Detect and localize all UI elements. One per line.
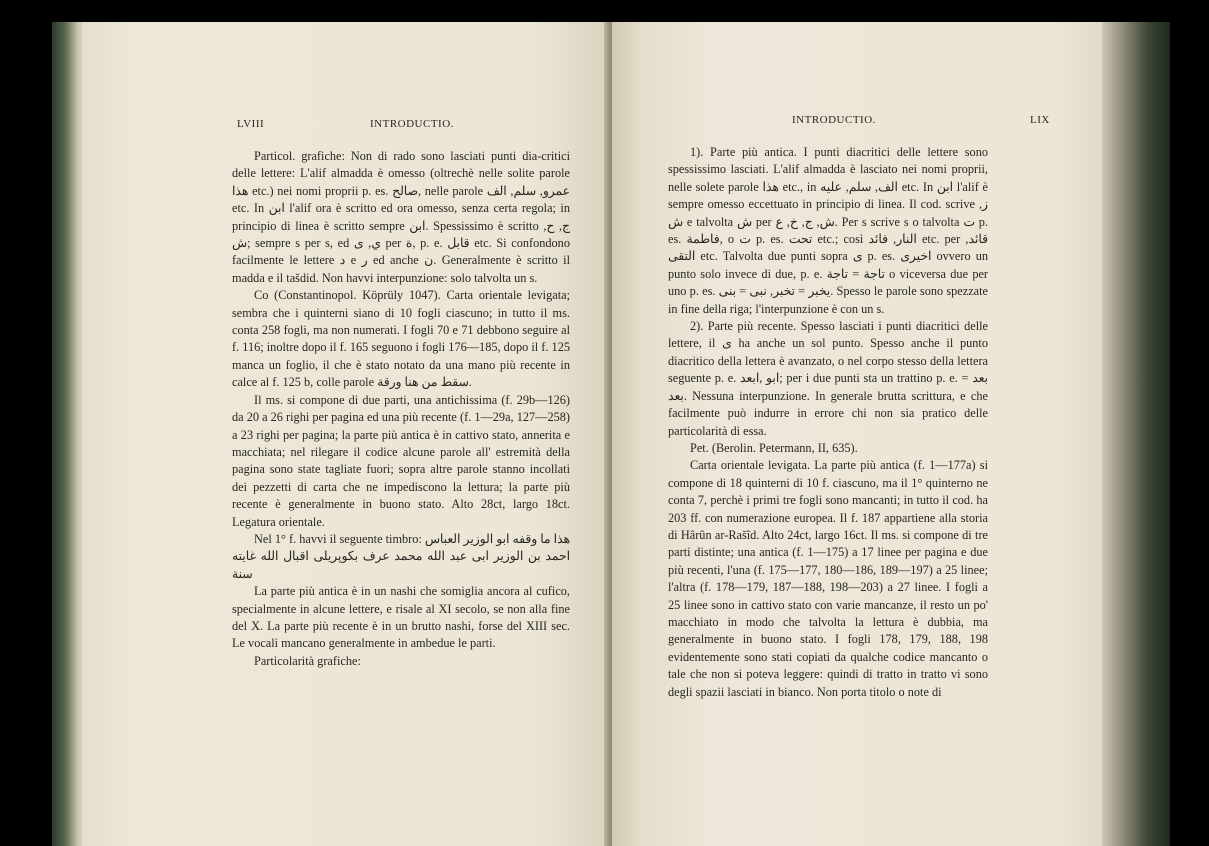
right-paragraph: Carta orientale levigata. La parte più antica (f. 1—177a) si compone di 18 quinterni di 10 f. ciascuno, ma il 1° quinterno ne conta 7, perchè i primi tre fogli sono mancanti; in tutto il cod. ha 203 ff. con numerazione europea. Il f. 187 appartiene alla storia di Hârûn ar-Rašîd. Alto 24ct, largo 16ct. Il ms. si compone di tre parti distinte; una antica (f. 1—175) a 17 linee per pagina e due più recenti, l'una (f. 175—177, 180—186, 189—197) a 25 linee; l'altra (f. 178—179, 187—188, 198—203) a 27 linee. I fogli a 25 linee sono in cattivo stato con varie mancanze, il resto un po' macchiato in modo che talvolta la lettura è dubbia, ma generalmente in buono stato. I fogli 178, 179, 188, 198 evidentemente sono stati copiati da qualche codice mancanto o tale che non si poteva leggere: quindi di tratto in tratto vi sono degli spazii lasciati in bianco. Non porta titolo o note di — [668, 458, 988, 699]
left-running-title: INTRODUCTIO. — [370, 118, 454, 130]
right-page-number: LIX — [1030, 114, 1050, 126]
left-paragraph: Particolarità grafiche: — [254, 653, 361, 668]
left-page — [82, 22, 610, 846]
left-paragraph: Il ms. si compone di due parti, una antichissima (f. 29b—126) da 20 a 26 righi per pagina ed una più recente (f. 1—29a, 127—258) a 23 righi per pagina; la parte più antica è in cattivo stato, annerita e macchiata; nel rilegare il codice alcune parole all' estremità della pagina sono state tagliate fuori; sopra altre parole stanno incollati dei pezzetti di carta che ne impediscono la lettura; la parte più recente è generalmente in buono stato. Alto 28ct, largo 18ct. Legatura orientale. — [232, 392, 570, 529]
left-cover-edge — [52, 22, 86, 846]
left-paragraph: Nel 1° f. havvi il seguente timbro: هذا ما وقفه ابو الوزير العباس احمد بن الوزير ابى عبد الله محمد عرف بكوپريلى اقبال الله غايته سنة — [232, 531, 570, 581]
right-running-title: INTRODUCTIO. — [792, 114, 876, 126]
left-text-block — [232, 148, 570, 670]
left-paragraph: La parte più antica è in un nashi che somiglia ancora al cufico, specialmente in alcune lettere, e risale al XI secolo, se non alla fine del X. La parte più recente è in un brutto nashi, forse del XIII sec. Le vocali mancano generalmente in ambedue le parti. — [232, 584, 570, 651]
right-text-block — [668, 144, 988, 701]
right-page — [612, 22, 1102, 846]
right-cover-edge — [1098, 22, 1170, 846]
left-page-number: LVIII — [237, 118, 265, 130]
right-paragraph: Pet. (Berolin. Petermann, II, 635). — [690, 440, 858, 455]
left-paragraph: Co (Constantinopol. Köprüly 1047). Carta orientale levigata; sembra che i quinterni siano di 10 fogli ciascuno; in tutto il ms. conta 258 fogli, ma non numerati. I fogli 70 e 71 debbono seguire al f. 116; inoltre dopo il f. 165 seguono i fogli 176—185, dopo il f. 125 manca un foglio, il che è stato notato da una mano più recente in calce al f. 125 b, colle parole سقط من هنا ورقة. — [232, 288, 570, 390]
left-paragraph: Particol. grafiche: Non di rado sono lasciati punti dia-critici delle lettere: L'alif almadda è omesso (oltrechè nelle solite parole هذا etc.) nei nomi proprii p. es. صالح, nelle parole عمرو, سلم, الف etc. In ابن l'alif ora è scritto ed ora omesso, senza certa regola; in principio di linea è scritto sempre ابن. Spessissimo è scritto ج, ح, ش; sempre s per s, ed ي, ى per ة, p. e. قابل etc. Si confondono facilmente le lettere د e ر ed anche ن. Generalmente è scritto il madda e il tašdid. Non havvi interpunzione: solo talvolta un s. — [232, 149, 571, 285]
right-paragraph: 1). Parte più antica. I punti diacritici delle lettere sono spessissimo lasciati. L'alif almadda è lasciato nei nomi proprii, nelle solete parole هذا etc., in الف, سلم, عليه etc. In ابن l'alif è sempre omesso eccettuato in principio di linea. Il cod. scrive ز, ش e talvolta ش per ش, ج, خ, ع. Per s scrive s o talvolta ت p. es. فاطمة, o ت p. es. تحت etc.; così النار, فائد etc. per قائد, التقى etc. Talvolta due punti sopra ى p. es. اخيرى ovvero un punto solo invece di due, p. e. تاجة = تاجة o viceversa due per uno p. es. يخبر = تخبر, نبى = بنى. Spesso le parole sono spezzate in fine della riga; l'interpunzione è con un s. — [668, 145, 989, 316]
right-paragraph: 2). Parte più recente. Spesso lasciati i punti diacritici delle lettere, il ى ha anche un sol punto. Spesso anche il punto diacritico della lettera è avanzato, o nel corpo stesso della lettera seguente p. e. ابو ,ابعد; per i due punti sta un trattino p. e. بعد = بعد. Nessuna interpunzione. In generale brutta scrittura, e che facilmente può indurre in errore chi non sia pratico delle particolarità di essa. — [668, 319, 989, 438]
